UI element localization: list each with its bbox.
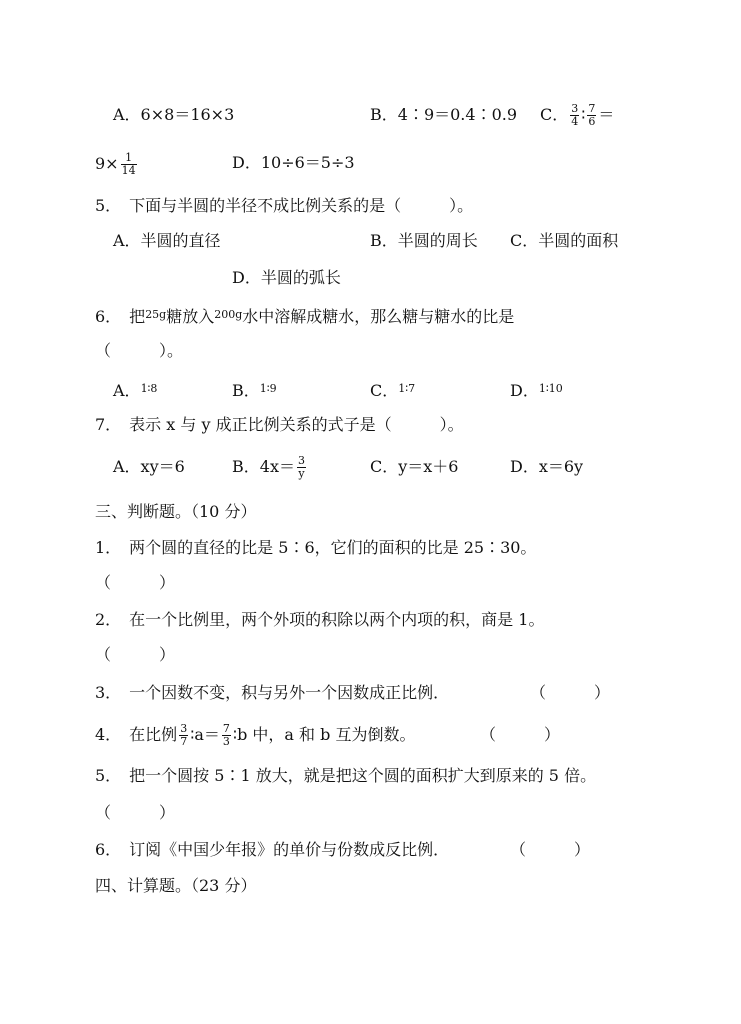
q6-option-a-label: A．: [113, 381, 141, 400]
q5-option-b: B．半圆的周长: [370, 231, 478, 250]
s3-q3-stem: 3． 一个因数不变，积与另外一个因数成正比例．: [95, 683, 450, 702]
q6-option-a-value: 1∶8: [140, 382, 158, 395]
s3-q4-mid: ∶a＝: [190, 725, 220, 744]
q4-option-c-fraction-1: [570, 103, 579, 128]
q6-option-d: [510, 379, 563, 401]
fraction-denominator: 4: [571, 115, 579, 128]
fraction-numerator: 3: [571, 102, 579, 115]
q6-water-amount: 200g: [214, 308, 243, 321]
q6-stem-part-1: 6． 把: [95, 307, 146, 326]
q7-option-a: A．xy＝6: [113, 457, 185, 476]
q6-option-b-label: B．: [232, 381, 260, 400]
q4-option-c-continued: [95, 145, 139, 183]
s3-q6-stem: 6． 订阅《中国少年报》的单价与份数成反比例．: [95, 840, 450, 859]
q5-option-a: A．半圆的直径: [113, 231, 221, 250]
q6-stem-part-3: 水中溶解成糖水，那么糖与糖水的比是: [242, 307, 515, 326]
q7-option-b-prefix: B．4x＝: [232, 457, 295, 476]
q7-option-b: [232, 448, 308, 486]
fraction-denominator: 7: [180, 735, 188, 748]
s3-q4-stem: [95, 716, 415, 754]
q4-option-c: [540, 96, 614, 134]
q5-option-d: D．半圆的弧长: [232, 268, 341, 287]
s3-q5-paren: （ ）: [95, 803, 176, 822]
q5-stem: 5． 下面与半圆的半径不成比例关系的是（ ）。: [95, 196, 474, 215]
q4-option-c-label: C．: [540, 105, 569, 124]
s3-q1-stem: 1． 两个圆的直径的比是 5∶6，它们的面积的比是 25∶30。: [95, 538, 537, 557]
s3-q4-fraction-1: [179, 723, 188, 748]
fraction-denominator: 3: [222, 735, 230, 748]
q4-option-a: A．6×8＝16×3: [113, 105, 235, 124]
q6-option-d-value: 1∶10: [538, 382, 563, 395]
q6-answer-paren: （ ）。: [95, 341, 184, 360]
q6-stem-part-2: 糖放入: [166, 307, 215, 326]
s3-q3-paren: （ ）: [530, 683, 611, 702]
q4-option-c-equals: ＝: [598, 105, 615, 124]
s3-q6-paren: （ ）: [510, 840, 591, 859]
s3-q1-paren: （ ）: [95, 573, 176, 592]
q6-sugar-amount: 25g: [145, 308, 167, 321]
q4-option-c-colon: ∶: [581, 105, 586, 124]
q7-option-c: C．y＝x＋6: [370, 457, 459, 476]
q4-option-c-cont-prefix: 9×: [95, 154, 119, 173]
section4-title: 四、计算题。（23 分）: [95, 876, 257, 895]
s3-q2-paren: （ ）: [95, 645, 176, 664]
s3-q4-fraction-2: [222, 723, 231, 748]
s3-q2-stem: 2． 在一个比例里，两个外项的积除以两个内项的积，商是 1。: [95, 610, 545, 629]
q7-stem: 7． 表示 x 与 y 成正比例关系的式子是（ ）。: [95, 415, 464, 434]
q4-option-c-fraction-2: [587, 103, 596, 128]
fraction-denominator: 14: [121, 164, 136, 177]
s3-q5-stem: 5． 把一个圆按 5∶1 放大，就是把这个圆的面积扩大到原来的 5 倍。: [95, 766, 597, 785]
fraction-numerator: 7: [588, 102, 596, 115]
q4-option-c-fraction-3: [121, 152, 137, 177]
q5-option-c: C．半圆的面积: [510, 231, 619, 250]
s3-q4-suffix: ∶b 中，a 和 b 互为倒数。: [232, 725, 416, 744]
q6-option-c-label: C．: [370, 381, 399, 400]
q7-option-b-fraction: [297, 455, 306, 480]
q4-option-b: B．4∶9＝0.4∶0.9: [370, 105, 518, 124]
q7-option-d: D．x＝6y: [510, 457, 584, 476]
fraction-numerator: 1: [121, 152, 137, 165]
q6-option-b-value: 1∶9: [259, 382, 277, 395]
fraction-denominator: y: [298, 467, 305, 480]
s3-q4-paren: （ ）: [480, 725, 561, 744]
fraction-numerator: 3: [180, 722, 188, 735]
fraction-numerator: 7: [222, 722, 230, 735]
q6-option-c: [370, 379, 415, 401]
q6-option-b: [232, 379, 277, 401]
fraction-denominator: 6: [588, 115, 596, 128]
q6-option-d-label: D．: [510, 381, 539, 400]
section3-title: 三、判断题。（10 分）: [95, 502, 257, 521]
q4-option-d: D．10÷6＝5÷3: [232, 153, 355, 172]
s3-q4-prefix: 4． 在比例: [95, 725, 178, 744]
q6-stem: [95, 305, 514, 327]
fraction-numerator: 3: [297, 454, 305, 467]
q6-option-c-value: 1∶7: [398, 382, 416, 395]
q6-option-a: [113, 379, 157, 401]
